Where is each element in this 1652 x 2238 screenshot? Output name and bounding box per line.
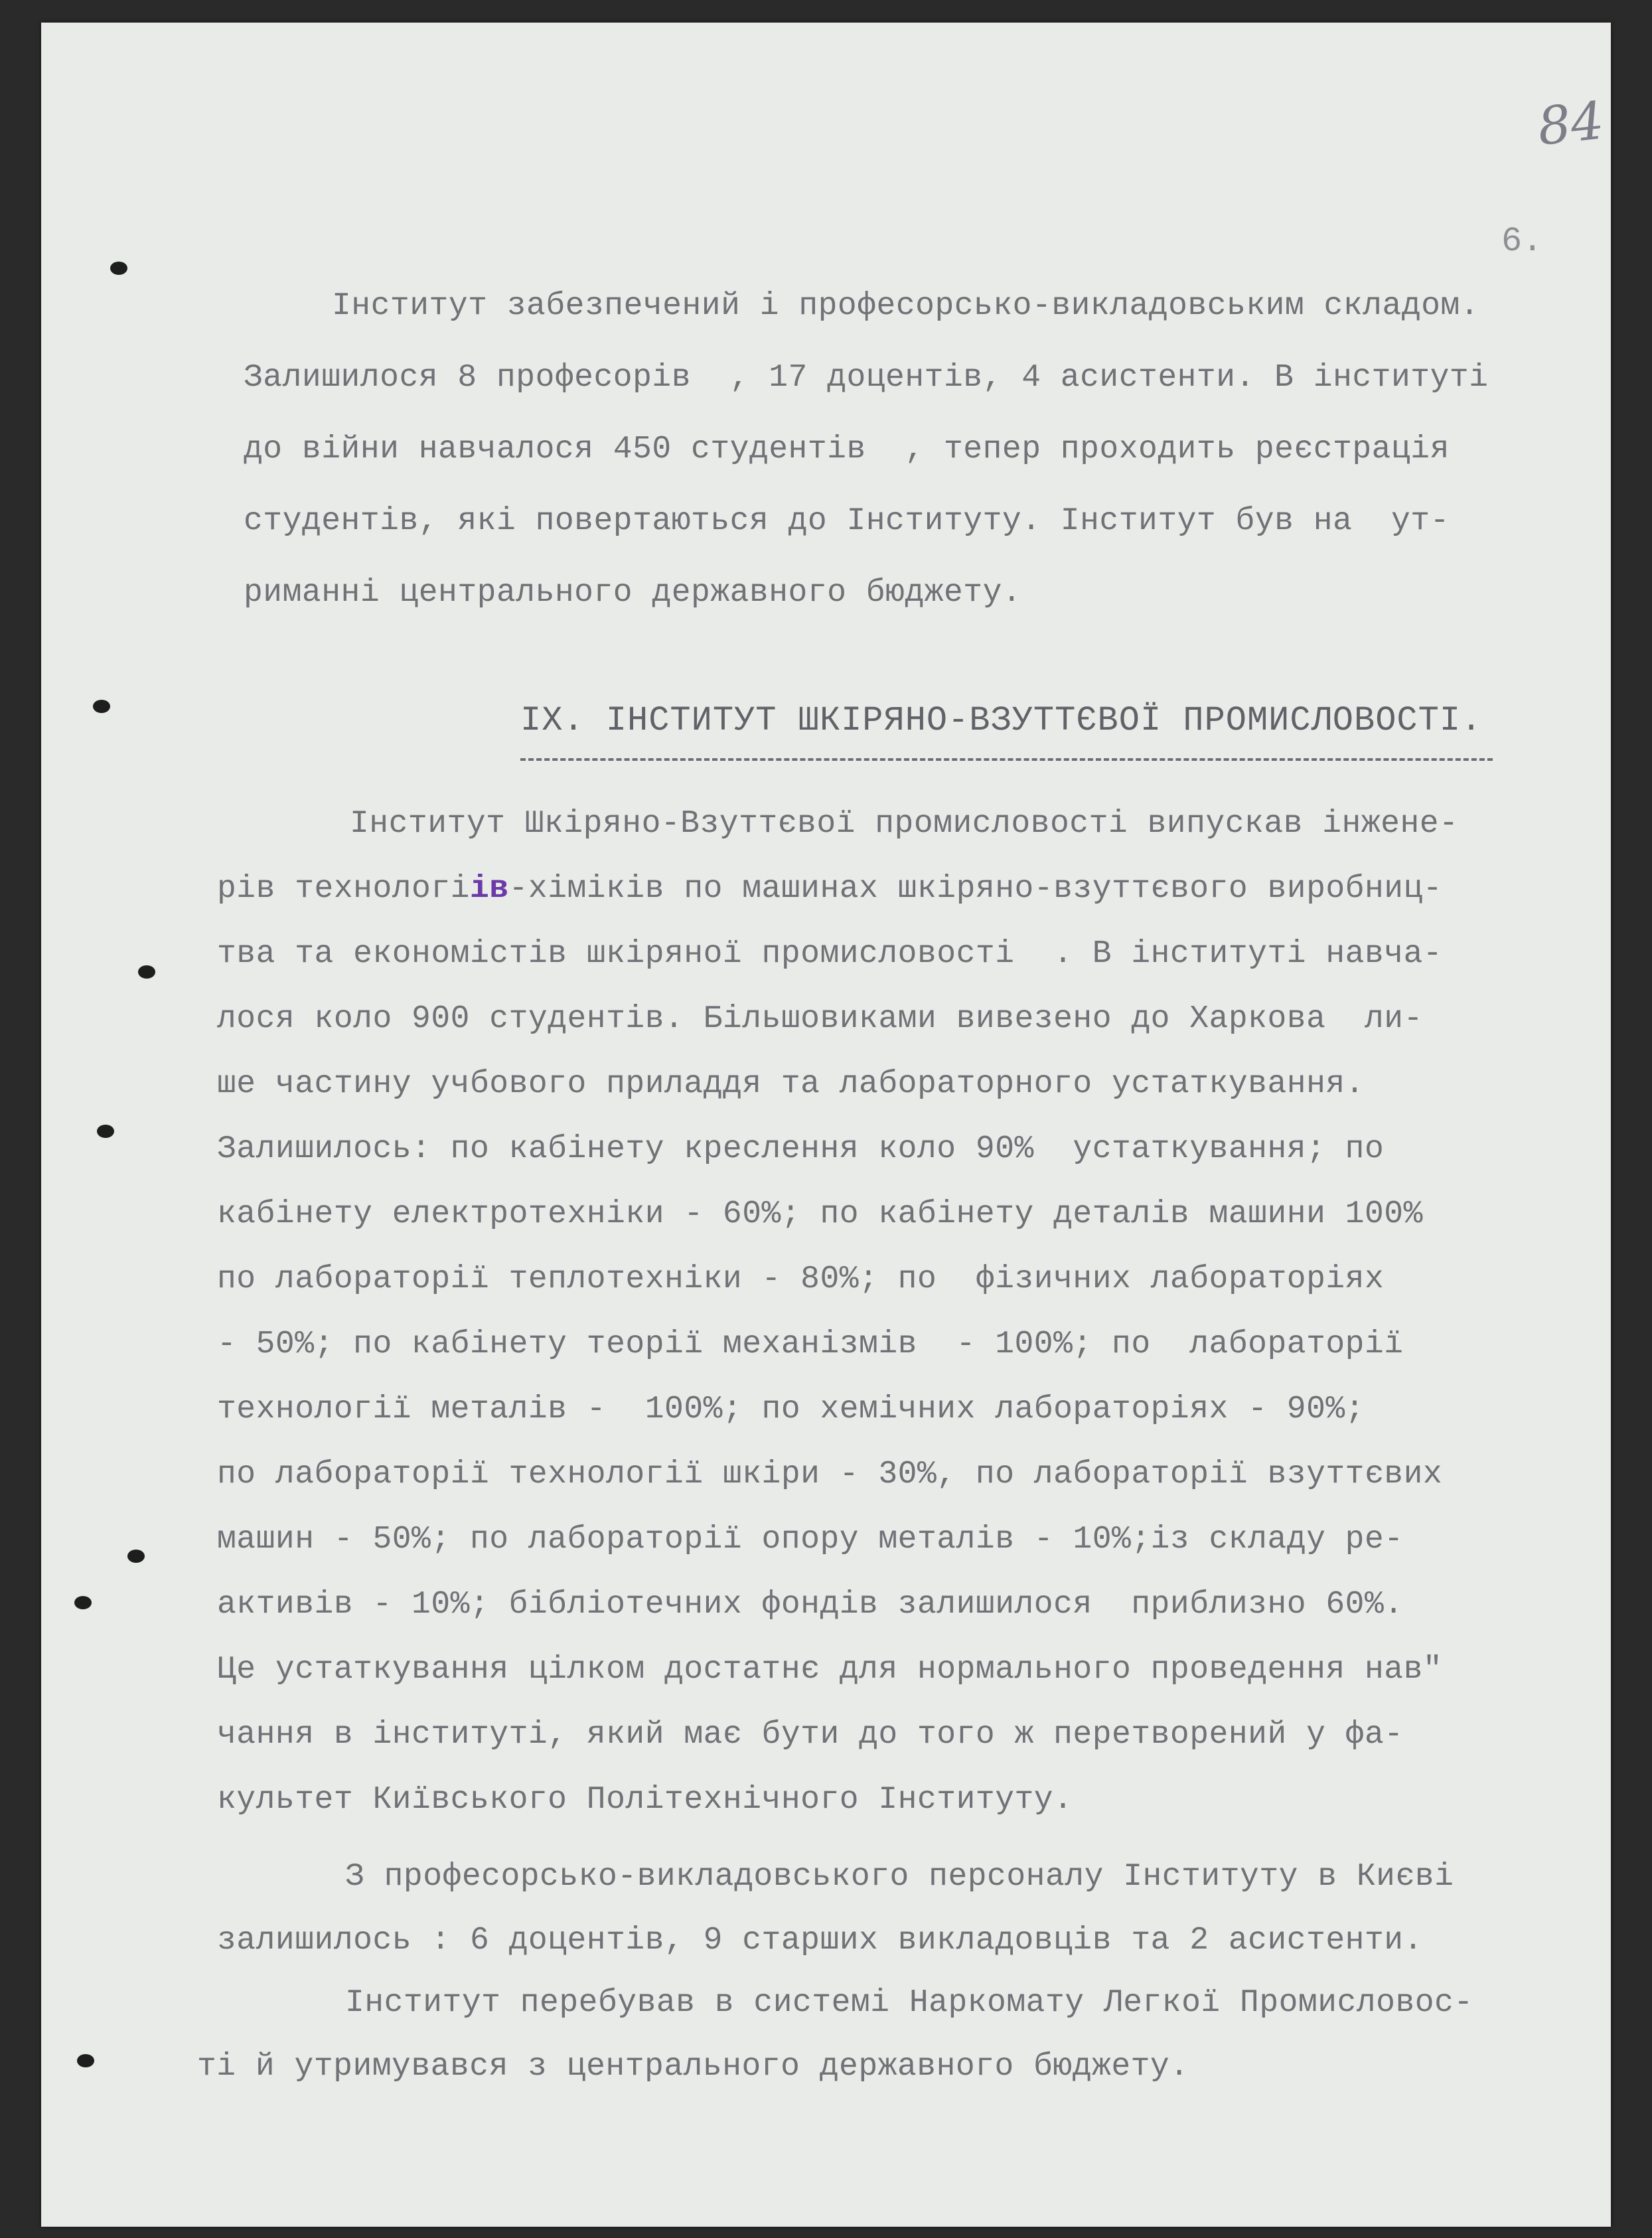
text-fragment: рів технологі xyxy=(217,871,470,907)
page-number: 6. xyxy=(1501,222,1543,261)
text-line: залишилось : 6 доцентів, 9 старших викладовців та 2 асистенти. xyxy=(217,1923,1423,1958)
text-fragment: -хіміків по машинах шкіряно-взуттєвого виробниц- xyxy=(508,871,1443,907)
text-line: риманні центрального державного бюджету. xyxy=(244,575,1022,611)
text-line: лося коло 900 студентів. Більшовиками вивезено до Харкова ли- xyxy=(217,1001,1423,1037)
binding-hole xyxy=(97,1125,114,1138)
archive-page-number: 84 xyxy=(1535,91,1607,157)
text-line: по лабораторії технології шкіри - 30%, по лабораторії взуттєвих xyxy=(217,1457,1443,1492)
handwritten-correction: ів xyxy=(469,871,509,907)
heading-underline xyxy=(520,758,1493,761)
text-line: машин - 50%; по лабораторії опору металів - 10%;із складу ре- xyxy=(217,1522,1404,1558)
text-line: Залишилося 8 професорів , 17 доцентів, 4 асистенти. В інституті xyxy=(244,360,1489,396)
text-line: студентів, які повертаються до Інституту. Інститут був на ут- xyxy=(244,503,1450,539)
text-line: - 50%; по кабінету теорії механізмів - 100%; по лабораторії xyxy=(217,1326,1404,1362)
text-line: культет Київського Політехнічного Інституту. xyxy=(217,1782,1073,1818)
text-line xyxy=(217,871,1442,907)
text-line: Залишилось: по кабінету креслення коло 90% устаткування; по xyxy=(217,1131,1385,1167)
text-line: кабінету електротехніки - 60%; по кабінету деталів машини 100% xyxy=(217,1196,1423,1232)
binding-hole xyxy=(138,965,155,979)
text-line: З професорсько-викладовського персоналу Інституту в Києві xyxy=(345,1859,1454,1895)
text-line: ті й утримувався з центрального державного бюджету. xyxy=(197,2049,1189,2085)
binding-hole xyxy=(77,2054,94,2067)
text-line: Інститут перебував в системі Наркомату Легкої Промисловос- xyxy=(345,1985,1473,2021)
binding-hole xyxy=(93,700,110,713)
text-line: чання в інституті, який має бути до того ж перетворений у фа- xyxy=(217,1717,1404,1753)
binding-hole xyxy=(127,1550,145,1563)
text-line: Це устаткування цілком достатнє для нормального проведення нав" xyxy=(217,1652,1443,1688)
text-line: по лабораторії теплотехніки - 80%; по фізичних лабораторіях xyxy=(217,1261,1385,1297)
text-line: Інститут забезпечений і професорсько-викладовським складом. xyxy=(332,288,1479,324)
document-page xyxy=(41,23,1611,2227)
binding-hole xyxy=(110,262,127,275)
binding-hole xyxy=(74,1596,92,1609)
text-line: ше частину учбового приладдя та лабораторного устаткування. xyxy=(217,1066,1365,1102)
text-line: Інститут Шкіряно-Взуттєвої промисловості випускав інжене- xyxy=(350,806,1459,842)
text-line: тва та економістів шкіряної промисловості . В інституті навча- xyxy=(217,936,1443,972)
text-line: технології металів - 100%; по хемічних лабораторіях - 90%; xyxy=(217,1392,1365,1427)
text-line: до війни навчалося 450 студентів , тепер проходить реєстрація xyxy=(244,432,1450,467)
text-line: активів - 10%; бібліотечних фондів залишилося приблизно 60%. xyxy=(217,1587,1404,1623)
section-heading: IX. ІНСТИТУТ ШКІРЯНО-ВЗУТТЄВОЇ ПРОМИСЛОВОСТІ. xyxy=(520,701,1483,740)
